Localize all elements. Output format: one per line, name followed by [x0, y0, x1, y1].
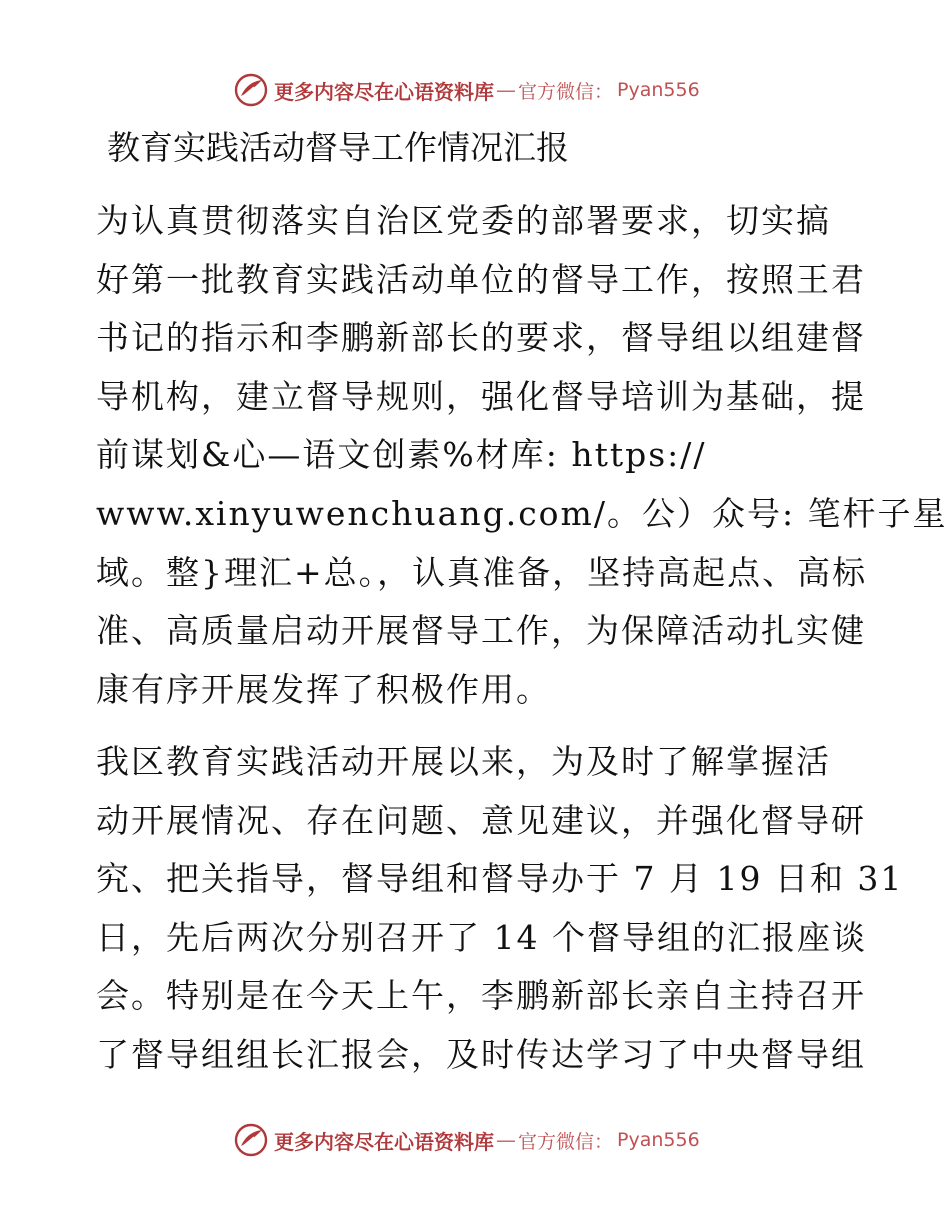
- banner-wechat-id: Pyan556: [617, 1129, 700, 1151]
- paragraph-line: www.xinyuwenchuang.com/。公）众号: 笔杆子星: [96, 493, 948, 533]
- banner-wechat-id: Pyan556: [617, 79, 700, 101]
- paragraph-line: 日，先后两次分别召开了 14 个督导组的汇报座谈: [96, 917, 867, 957]
- banner-wechat-label: 官方微信：: [518, 80, 614, 103]
- header-banner: [234, 70, 700, 110]
- banner-wechat-label: 官方微信：: [518, 1130, 614, 1153]
- paragraph-line: 我区教育实践活动开展以来，为及时了解掌握活: [96, 742, 831, 781]
- paragraph-line: 康有序开展发挥了积极作用。: [96, 669, 551, 709]
- paragraph-line: 为认真贯彻落实自治区党委的部署要求，切实搞: [96, 201, 831, 240]
- banner-main-text: 更多内容尽在心语资料库: [274, 1129, 494, 1154]
- paragraph-line: 书记的指示和李鹏新部长的要求，督导组以组建督: [96, 318, 866, 358]
- paragraph-line: 动开展情况、存在问题、意见建议，并强化督导研: [96, 800, 866, 840]
- paragraph-line: 好第一批教育实践活动单位的督导工作，按照王君: [96, 259, 866, 299]
- document-title: 教育实践活动督导工作情况汇报: [107, 128, 569, 167]
- paragraph-line: 域。整}理汇+总。，认真准备，坚持高起点、高标: [96, 552, 868, 592]
- paragraph-line: 导机构，建立督导规则，强化督导培训为基础，提: [96, 376, 866, 416]
- paragraph-line: 了督导组组长汇报会，及时传达学习了中央督导组: [96, 1034, 866, 1074]
- banner-main-text: 更多内容尽在心语资料库: [274, 79, 494, 104]
- paragraph-line: 准、高质量启动开展督导工作，为保障活动扎实健: [96, 611, 866, 651]
- paragraph-line: 会。特别是在今天上午，李鹏新部长亲自主持召开: [96, 976, 866, 1016]
- banner-separator: —: [496, 78, 516, 102]
- paragraph-line: 前谋划&心—语文创素%材库: https://: [96, 435, 707, 475]
- paragraph-1: [96, 192, 948, 719]
- paragraph-2: [96, 733, 904, 1085]
- paragraph-line: 究、把关指导，督导组和督导办于 7 月 19 日和 31: [96, 859, 904, 899]
- banner-separator: —: [496, 1128, 516, 1152]
- quill-logo-icon: [234, 73, 268, 107]
- footer-banner: [234, 1120, 700, 1160]
- quill-logo-icon: [234, 1123, 268, 1157]
